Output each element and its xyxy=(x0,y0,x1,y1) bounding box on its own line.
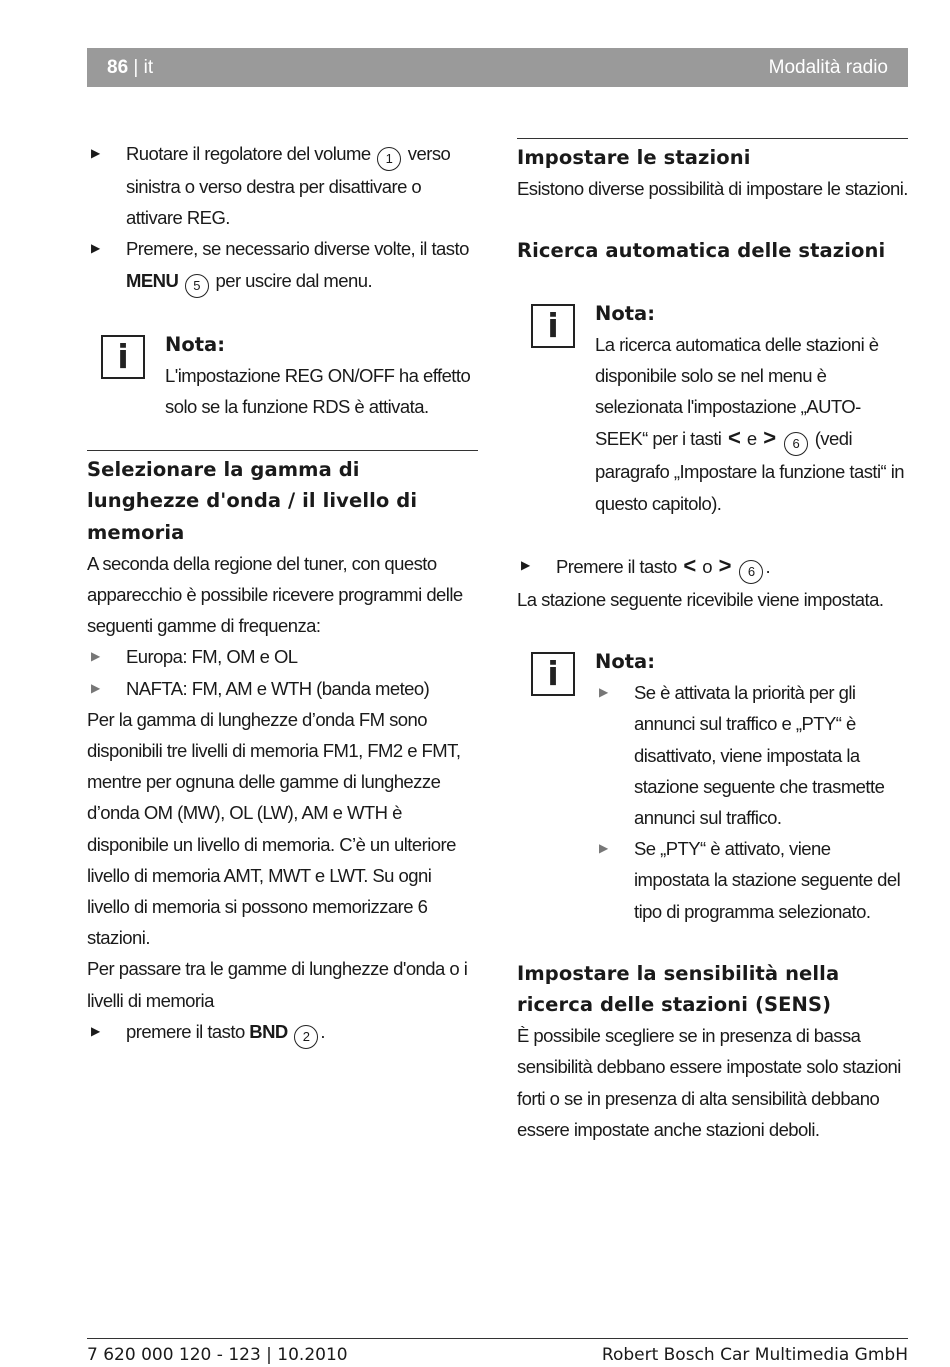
info-icon: i xyxy=(531,652,575,696)
volume-instructions xyxy=(87,138,478,298)
list-item: ▶ Premere, se necessario diverse volte, il tasto MENU 5 per uscire dal menu. xyxy=(87,233,478,297)
key-number-badge: 6 xyxy=(739,560,763,584)
note-box-reg xyxy=(87,329,478,423)
note-box-autoseek xyxy=(517,298,908,519)
note-title: Nota: xyxy=(595,301,655,325)
right-column xyxy=(517,138,908,1145)
list-item: ▶ Se „PTY“ è attivato, viene impostata la stazione seguente del tipo di programma selezionato. xyxy=(595,833,908,927)
left-column xyxy=(87,138,478,1049)
section-divider xyxy=(517,138,908,139)
page-number: 86 | it xyxy=(107,57,154,78)
list-item: ▶ NAFTA: FM, AM e WTH (banda meteo) xyxy=(87,673,478,704)
section-heading: Impostare le stazioni xyxy=(517,146,751,169)
paragraph: È possibile scegliere se in presenza di bassa sensibilità debbano essere impostate solo stazioni forti o se in presenza di alta sensibilità debbano essere impostate anche stazioni deboli. xyxy=(517,1025,901,1140)
info-icon: i xyxy=(101,335,145,379)
seek-instruction xyxy=(517,550,908,584)
paragraph: A seconda della regione del tuner, con questo apparecchio è possibile ricevere programmi delle seguenti gamme di frequenza: xyxy=(87,552,463,637)
publisher: Robert Bosch Car Multimedia GmbH xyxy=(601,1345,908,1365)
document-number: 7 620 000 120 - 123 | 10.2010 xyxy=(87,1345,348,1365)
paragraph: Per passare tra le gamme di lunghezze d'onda o i livelli di memoria xyxy=(87,958,468,1011)
list-item: ▶ Premere il tasto < o > 6 . xyxy=(517,550,908,584)
paragraph: La stazione seguente ricevibile viene impostata. xyxy=(517,588,884,610)
note-list xyxy=(595,677,908,927)
arrow-right-icon: > xyxy=(763,425,776,451)
region-list xyxy=(87,641,478,703)
page-header xyxy=(87,48,908,87)
arrow-left-icon: < xyxy=(683,552,696,578)
info-icon: i xyxy=(531,304,575,348)
note-box-traffic xyxy=(517,646,908,927)
section-divider xyxy=(87,450,478,451)
page-footer xyxy=(87,1338,908,1367)
arrow-right-icon: > xyxy=(718,552,731,578)
paragraph: Esistono diverse possibilità di impostare le stazioni. xyxy=(517,178,908,200)
key-number-badge: 6 xyxy=(784,432,808,456)
bnd-instruction xyxy=(87,1016,478,1049)
list-item: ▶ premere il tasto BND 2 . xyxy=(87,1016,478,1049)
paragraph: Per la gamma di lunghezze d’onda FM sono disponibili tre livelli di memoria FM1, FM2 e FMT, mentre per ognuna delle gamme di lunghezze d’onda OM (MW), OL (LW), AM e WTH è disponibile un livello di memoria. C’è un ulteriore livello di memoria AMT, MWT e LWT. Su ogni livello di memoria si possono memorizzare 6 stazioni. xyxy=(87,708,461,949)
section-heading: Impostare la sensibilità nella ricerca delle stazioni (SENS) xyxy=(517,961,840,1017)
note-text: La ricerca automatica delle stazioni è disponibile solo se nel menu è selezionata l'impostazione „AUTO-SEEK“ per i tasti < e > 6 (vedi paragrafo „Impostare la funzione tasti“ in questo capitolo). xyxy=(595,333,905,514)
key-number-badge: 2 xyxy=(294,1025,318,1049)
key-number-badge: 1 xyxy=(377,147,401,171)
arrow-left-icon: < xyxy=(727,425,741,451)
section-heading: Selezionare la gamma di lunghezze d'onda / il livello di memoria xyxy=(87,458,418,544)
note-text: L'impostazione REG ON/OFF ha effetto solo se la funzione RDS è attivata. xyxy=(165,364,471,418)
key-number-badge: 5 xyxy=(185,274,209,298)
list-item: ▶ Ruotare il regolatore del volume 1 verso sinistra o verso destra per disattivare o attivare REG. xyxy=(87,138,478,233)
list-item: ▶ Europa: FM, OM e OL xyxy=(87,641,478,672)
section-title: Modalità radio xyxy=(768,57,888,78)
list-item: ▶ Se è attivata la priorità per gli annunci sul traffico e „PTY“ è disattivato, viene impostata la stazione seguente che trasmette annunci sul traffico. xyxy=(595,677,908,833)
note-title: Nota: xyxy=(165,332,225,356)
note-title: Nota: xyxy=(595,650,655,674)
section-heading: Ricerca automatica delle stazioni xyxy=(517,239,886,263)
